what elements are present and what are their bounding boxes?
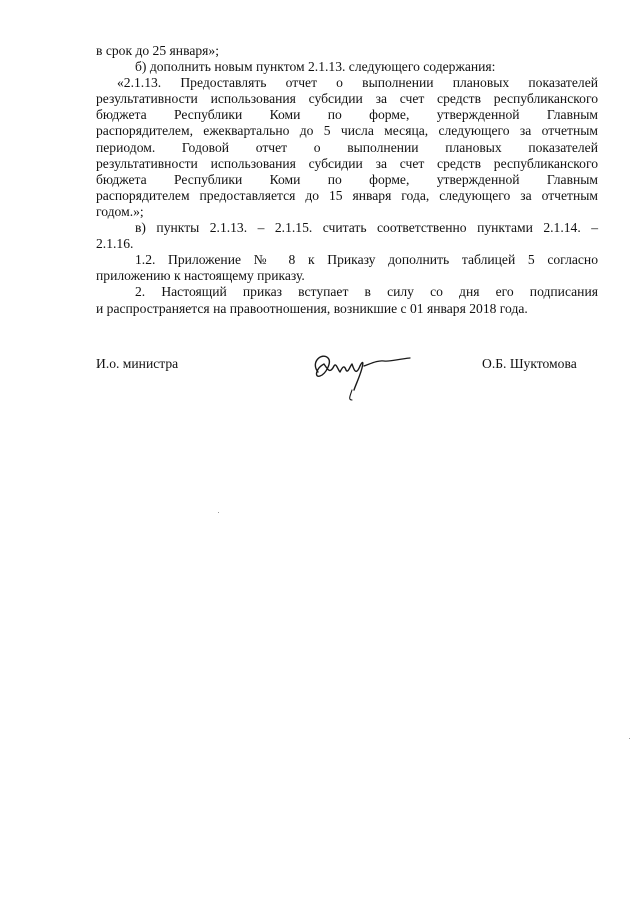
handwritten-signature xyxy=(300,340,420,410)
document-line: в) пункты 2.1.13. – 2.1.15. считать соответственно пунктами 2.1.14. – xyxy=(135,220,598,236)
document-line: и распространяется на правоотношения, возникшие с 01 января 2018 года. xyxy=(96,300,528,316)
document-line: 1.2. Приложение № 8 к Приказу дополнить таблицей 5 согласно xyxy=(135,252,598,268)
document-line: бюджета Республики Коми по форме, утвержденной Главным xyxy=(96,171,598,187)
document-line: результативности использования субсидии за счет средств республиканского xyxy=(96,91,598,107)
document-line: распорядителем предоставляется до 15 января года, следующего за отчетным xyxy=(96,187,598,203)
document-line: годом.»; xyxy=(96,203,144,219)
document-line: приложению к настоящему приказу. xyxy=(96,268,305,284)
document-line: в срок до 25 января»; xyxy=(96,43,219,58)
signatory-name: О.Б. Шуктомова xyxy=(482,356,577,371)
scan-speck xyxy=(629,738,630,739)
document-line: бюджета Республики Коми по форме, утвержденной Главным xyxy=(96,107,598,123)
document-line: периодом. Годовой отчет о выполнении плановых показателей xyxy=(96,139,598,155)
document-line: 2. Настоящий приказ вступает в силу со дня его подписания xyxy=(135,284,598,300)
document-line: б) дополнить новым пунктом 2.1.13. следующего содержания: xyxy=(135,59,496,75)
document-body xyxy=(96,43,598,317)
document-line: 2.1.16. xyxy=(96,236,134,252)
scan-speck xyxy=(218,512,219,513)
document-line: распорядителем, ежеквартально до 5 числа месяца, следующего за отчетным xyxy=(96,123,598,139)
signatory-title: И.о. министра xyxy=(96,356,179,371)
document-line: результативности использования субсидии за счет средств республиканского xyxy=(96,155,598,171)
document-line: «2.1.13. Предоставлять отчет о выполнении плановых показателей xyxy=(117,75,598,91)
